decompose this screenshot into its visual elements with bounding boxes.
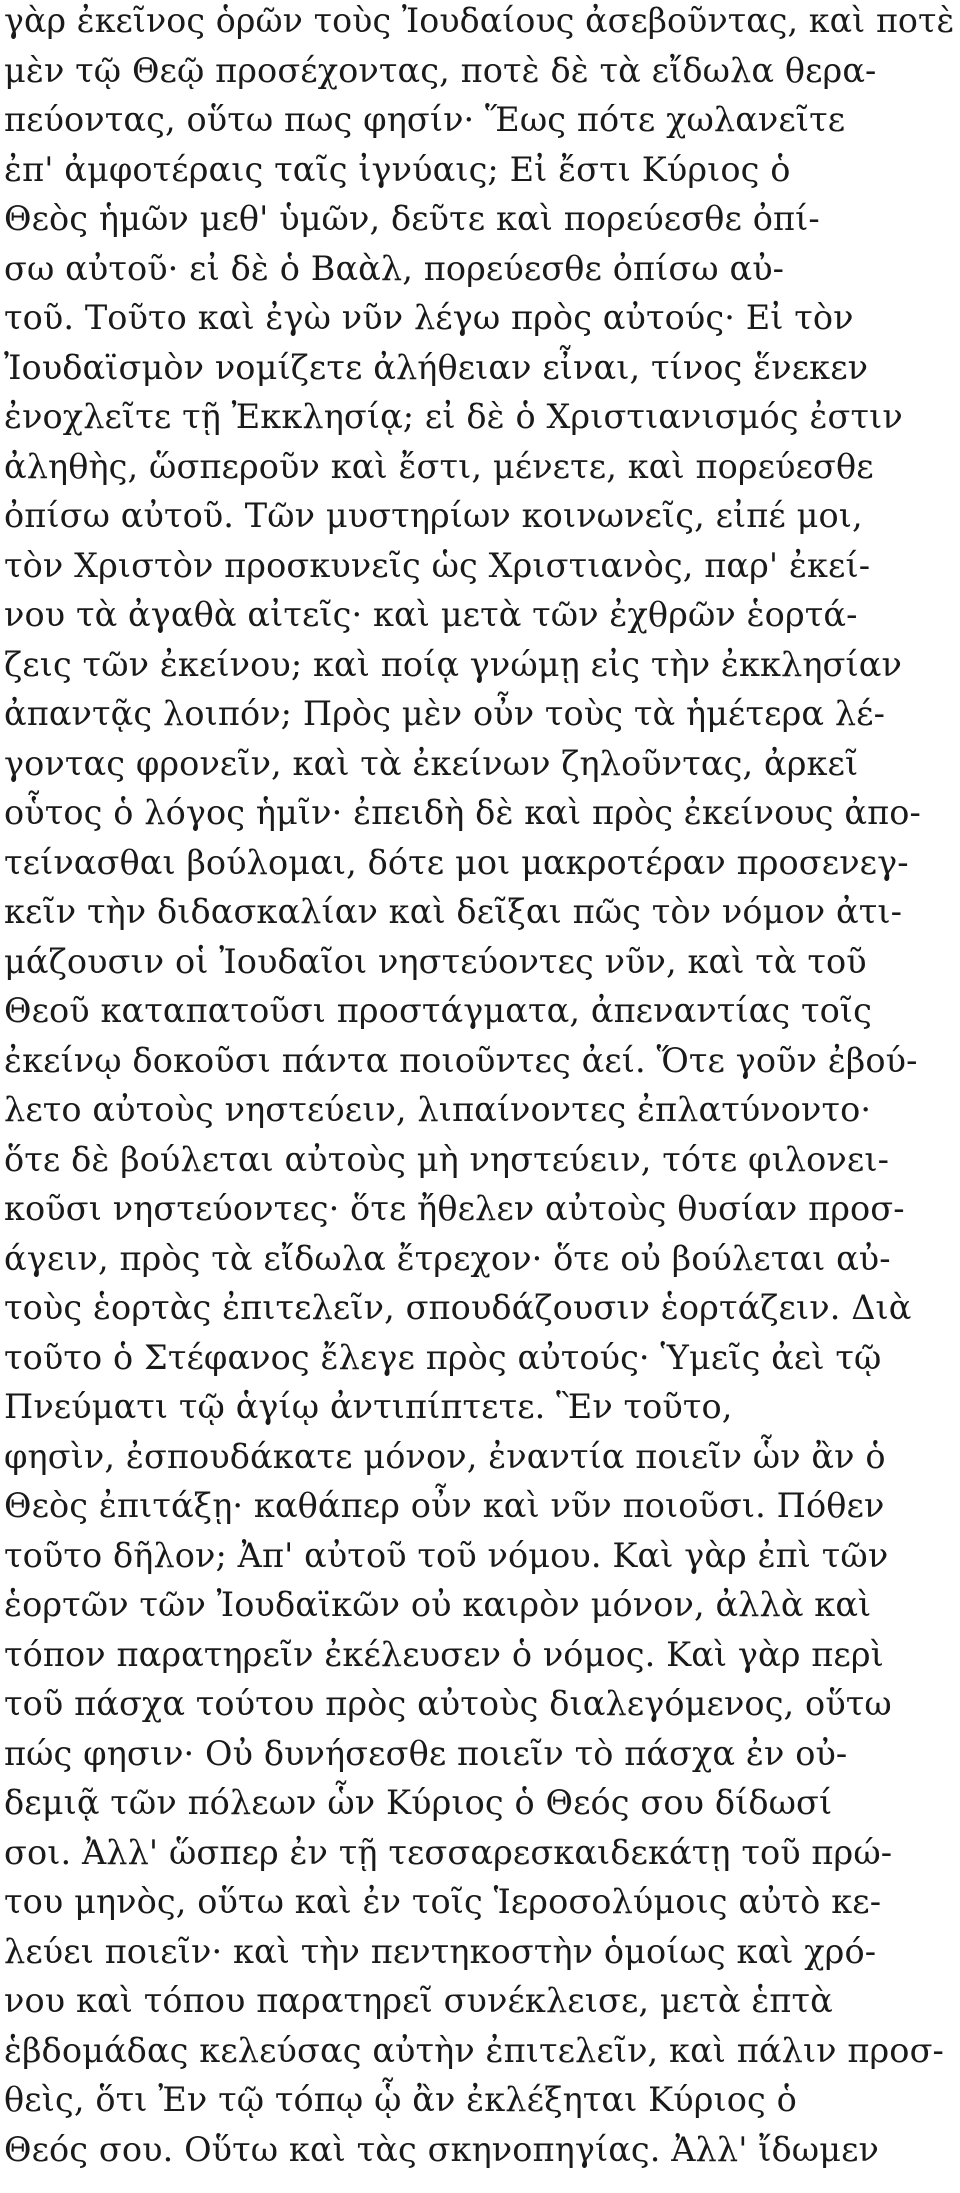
text-line: πώς φησιν· Οὐ δυνήσεσθε ποιεῖν τὸ πάσχα ἐν οὐ- (4, 1734, 848, 1773)
text-line: τοὺς ἑορτὰς ἐπιτελεῖν, σπουδάζουσιν ἑορτάζειν. Διὰ (4, 1288, 912, 1327)
text-line: Θεὸς ἡμῶν μεθ' ὑμῶν, δεῦτε καὶ πορεύεσθε ὀπί- (4, 199, 820, 238)
text-line: θεὶς, ὅτι Ἐν τῷ τόπῳ ᾧ ἂν ἐκλέξηται Κύριος ὁ (4, 2080, 797, 2119)
text-line: τοῦτο ὁ Στέφανος ἔλεγε πρὸς αὐτούς· Ὑμεῖς ἀεὶ τῷ (4, 1338, 882, 1377)
text-line: Ἰουδαϊσμὸν νομίζετε ἀλήθειαν εἶναι, τίνος ἕνεκεν (4, 348, 869, 387)
text-line: του μηνὸς, οὕτω καὶ ἐν τοῖς Ἱεροσολύμοις αὐτὸ κε- (4, 1882, 882, 1921)
text-line: λετο αὐτοὺς νηστεύειν, λιπαίνοντες ἐπλατύνοντο· (4, 1090, 872, 1129)
text-line: ἑορτῶν τῶν Ἰουδαϊκῶν οὐ καιρὸν μόνον, ἀλλὰ καὶ (4, 1585, 872, 1624)
text-line: σω αὐτοῦ· εἰ δὲ ὁ Βαὰλ, πορεύεσθε ὀπίσω αὐ- (4, 249, 785, 288)
text-line: σοι. Ἀλλ' ὥσπερ ἐν τῇ τεσσαρεσκαιδεκάτῃ τοῦ πρώ- (4, 1833, 893, 1872)
text-line: δεμιᾷ τῶν πόλεων ὧν Κύριος ὁ Θεός σου δίδωσί (4, 1783, 833, 1822)
text-line: κεῖν τὴν διδασκαλίαν καὶ δεῖξαι πῶς τὸν νόμον ἀτι- (4, 892, 903, 931)
text-line: πεύοντας, οὕτω πως φησίν· Ἕως πότε χωλανεῖτε (4, 100, 846, 139)
text-line: Θεὸς ἐπιτάξῃ· καθάπερ οὖν καὶ νῦν ποιοῦσι. Πόθεν (4, 1486, 885, 1525)
text-line: λεύει ποιεῖν· καὶ τὴν πεντηκοστὴν ὁμοίως καὶ χρό- (4, 1932, 877, 1971)
text-line: Θεοῦ καταπατοῦσι προστάγματα, ἀπεναντίας τοῖς (4, 991, 872, 1030)
text-line: ἐπ' ἀμφοτέραις ταῖς ἰγνύαις; Εἰ ἔστι Κύριος ὁ (4, 150, 791, 189)
text-line: ὅτε δὲ βούλεται αὐτοὺς μὴ νηστεύειν, τότε φιλονει- (4, 1140, 889, 1179)
text-line: τοῦ. Τοῦτο καὶ ἐγὼ νῦν λέγω πρὸς αὐτούς· Εἰ τὸν (4, 298, 854, 337)
text-line: ἀληθὴς, ὥσπεροῦν καὶ ἔστι, μένετε, καὶ πορεύεσθε (4, 447, 874, 486)
text-line: τόπον παρατηρεῖν ἐκέλευσεν ὁ νόμος. Καὶ γὰρ περὶ (4, 1635, 884, 1674)
text-line: ζεις τῶν ἐκείνου; καὶ ποίᾳ γνώμῃ εἰς τὴν ἐκκλησίαν (4, 645, 902, 684)
document-page (4, 0, 956, 2193)
text-line: ἐκείνῳ δοκοῦσι πάντα ποιοῦντες ἀεί. Ὅτε γοῦν ἐβού- (4, 1041, 918, 1080)
text-line: τοῦτο δῆλον; Ἀπ' αὐτοῦ τοῦ νόμου. Καὶ γὰρ ἐπὶ τῶν (4, 1536, 889, 1575)
text-line: νου καὶ τόπου παρατηρεῖ συνέκλεισε, μετὰ ἑπτὰ (4, 1981, 833, 2020)
text-line: φησὶν, ἐσπουδάκατε μόνον, ἐναντία ποιεῖν ὧν ἂν ὁ (4, 1437, 886, 1476)
text-line: τοῦ πάσχα τούτου πρὸς αὐτοὺς διαλεγόμενος, οὕτω (4, 1684, 892, 1723)
text-line: μάζουσιν οἱ Ἰουδαῖοι νηστεύοντες νῦν, καὶ τὰ τοῦ (4, 942, 867, 981)
text-line: ἐνοχλεῖτε τῇ Ἐκκλησίᾳ; εἰ δὲ ὁ Χριστιανισμός ἐστιν (4, 397, 903, 436)
text-line: Πνεύματι τῷ ἁγίῳ ἀντιπίπτετε. Ἓν τοῦτο, (4, 1387, 733, 1426)
text-line: γοντας φρονεῖν, καὶ τὰ ἐκείνων ζηλοῦντας, ἀρκεῖ (4, 744, 859, 783)
text-line: άγειν, πρὸς τὰ εἴδωλα ἔτρεχον· ὅτε οὐ βούλεται αὐ- (4, 1239, 891, 1278)
text-line: ὀπίσω αὐτοῦ. Τῶν μυστηρίων κοινωνεῖς, εἰπέ μοι, (4, 496, 863, 535)
text-line: γὰρ ἐκεῖνος ὁρῶν τοὺς Ἰουδαίους ἀσεβοῦντας, καὶ ποτὲ (4, 1, 955, 40)
text-line: κοῦσι νηστεύοντες· ὅτε ἤθελεν αὐτοὺς θυσίαν προσ- (4, 1189, 905, 1228)
text-line: Θεός σου. Οὕτω καὶ τὰς σκηνοπηγίας. Ἀλλ' ἴδωμεν (4, 2130, 879, 2169)
text-line: ἑβδομάδας κελεύσας αὐτὴν ἐπιτελεῖν, καὶ πάλιν προσ- (4, 2031, 944, 2070)
text-line: μὲν τῷ Θεῷ προσέχοντας, ποτὲ δὲ τὰ εἴδωλα θερα- (4, 51, 877, 90)
text-line: τείνασθαι βούλομαι, δότε μοι μακροτέραν προσενεγ- (4, 843, 909, 882)
text-line: νου τὰ ἀγαθὰ αἰτεῖς· καὶ μετὰ τῶν ἐχθρῶν ἑορτά- (4, 595, 858, 634)
text-line: οὗτος ὁ λόγος ἡμῖν· ἐπειδὴ δὲ καὶ πρὸς ἐκείνους ἀπο- (4, 793, 921, 832)
text-line: τὸν Χριστὸν προσκυνεῖς ὡς Χριστιανὸς, παρ' ἐκεί- (4, 546, 871, 585)
text-line: ἀπαντᾷς λοιπόν; Πρὸς μὲν οὖν τοὺς τὰ ἡμέτερα λέ- (4, 694, 886, 733)
